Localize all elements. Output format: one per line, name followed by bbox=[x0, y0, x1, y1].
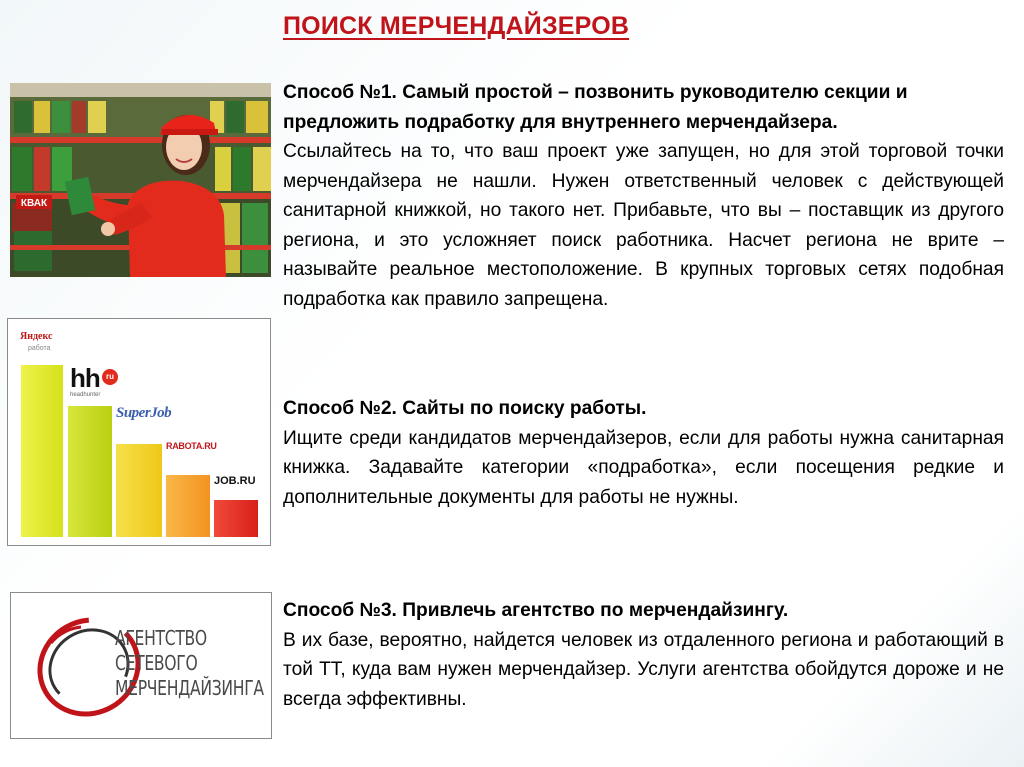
label-yandex-sub: работа bbox=[28, 345, 51, 352]
method-3-heading: Способ №3. Привлечь агентство по мерчендайзингу. bbox=[283, 600, 789, 621]
merchandiser-illustration bbox=[10, 83, 271, 277]
bar-jobru bbox=[214, 500, 258, 537]
method-2-heading: Способ №2. Сайты по поиску работы. bbox=[283, 398, 647, 419]
label-rabota: RABOTA.RU bbox=[166, 441, 217, 451]
photo-sign-text: КВАК bbox=[20, 198, 48, 209]
merchandiser-photo bbox=[10, 83, 271, 277]
label-superjob: SuperJob bbox=[116, 405, 172, 421]
bar-yandex bbox=[21, 365, 63, 537]
agency-logo bbox=[10, 592, 272, 739]
agency-line-3: МЕРЧЕНДАЙЗИНГА bbox=[115, 676, 264, 700]
bar-rabota bbox=[166, 475, 210, 537]
bar-superjob bbox=[116, 444, 162, 537]
method-1 bbox=[283, 78, 1004, 314]
label-hh-sub: headhunter bbox=[70, 392, 101, 398]
job-sites-chart bbox=[7, 318, 271, 546]
method-3-body: В их базе, вероятно, найдется человек из отдаленного региона и работающий в той ТТ, куда вам нужен мерчендайзер. Услуги агентства обойдутся дороже и не всегда эффективны. bbox=[283, 629, 1004, 710]
label-hh-badge: ru bbox=[102, 369, 118, 385]
bar-hh bbox=[68, 406, 112, 537]
method-3 bbox=[283, 596, 1004, 714]
agency-name bbox=[115, 626, 264, 701]
method-1-body: Ссылайтесь на то, что ваш проект уже запущен, но для этой торговой точки мерчендайзера не нашли. Нужен ответственный человек с действующей санитарной книжкой, но такого нет. Прибавьте, что вы – поставщик из другого региона, и это усложняет поиск работника. Насчет региона не врите – называйте реальное местоположение. В крупных торговых сетях подобная подработка как правило запрещена. bbox=[283, 141, 1004, 310]
method-2 bbox=[283, 394, 1004, 512]
label-hh: hh bbox=[70, 363, 100, 393]
label-jobru: JOB.RU bbox=[214, 475, 256, 487]
method-1-heading: Способ №1. Самый простой – позвонить руководителю секции и предложить подработку для внутреннего мерчендайзера. bbox=[283, 82, 908, 133]
label-yandex: Яндекс bbox=[20, 331, 53, 342]
page-title: ПОИСК МЕРЧЕНДАЙЗЕРОВ bbox=[283, 12, 630, 40]
method-2-body: Ищите среди кандидатов мерчендайзеров, если для работы нужна санитарная книжка. Задавайте категории «подработка», если посещения редкие и дополнительные документы для работы не нужны. bbox=[283, 427, 1004, 508]
agency-line-2: СЕТЕВОГО bbox=[115, 651, 198, 675]
agency-line-1: АГЕНТСТВО bbox=[115, 626, 207, 650]
